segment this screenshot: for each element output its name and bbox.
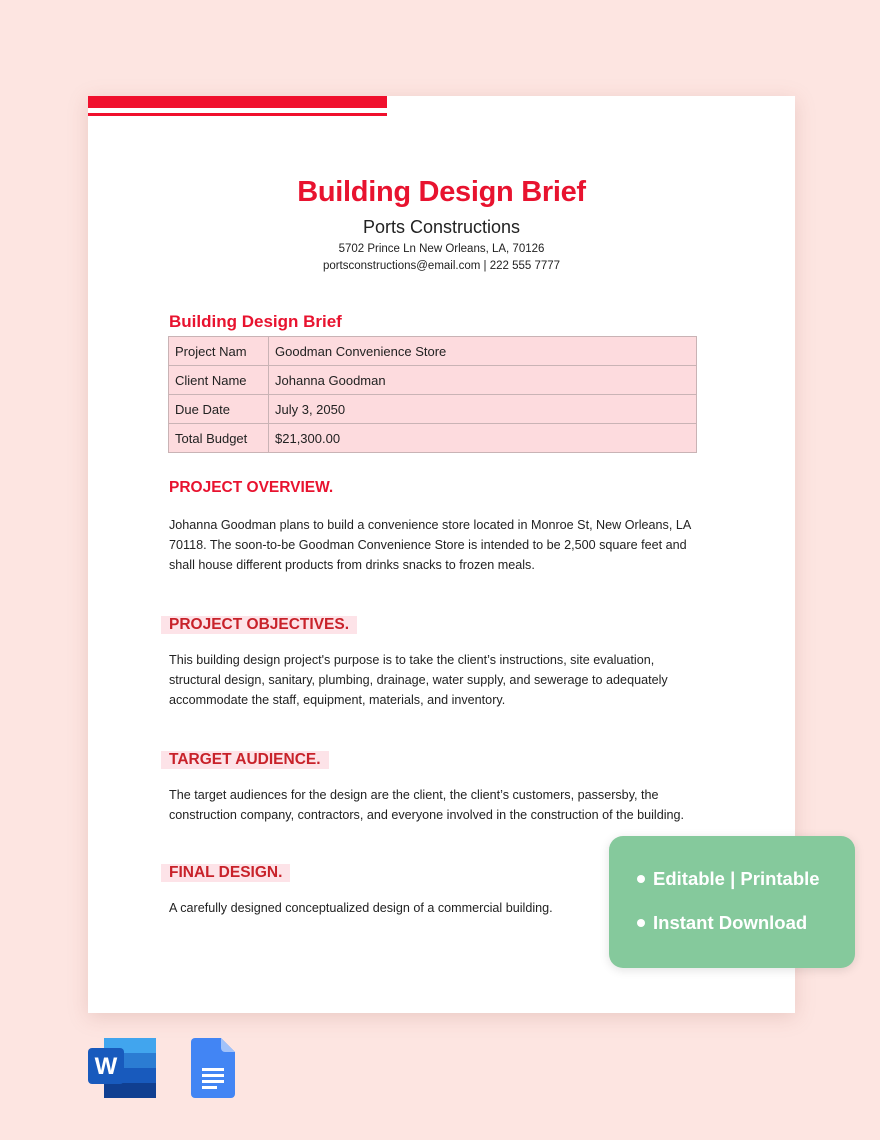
row-value: $21,300.00 [269, 424, 697, 453]
svg-text:W: W [94, 1053, 118, 1080]
audience-body: The target audiences for the design are the client, the client’s customers, passersby, the construction company, contractors, and everyone involved in the construction of the building. [169, 788, 685, 822]
table-row [169, 337, 697, 366]
objectives-body: This building design project's purpose is to take the client’s instructions, site evaluation, structural design, sanitary, plumbing, drainage, water supply, and sewerage to adequately accommodate the staff, equipment, materials, and inventory. [169, 653, 668, 707]
table-row [169, 395, 697, 424]
row-label: Client Name [169, 366, 269, 395]
header-accent-bar [88, 96, 387, 108]
info-table-title: Building Design Brief [169, 312, 342, 331]
objectives-heading: PROJECT OBJECTIVES. [161, 616, 357, 634]
row-label: Total Budget [169, 424, 269, 453]
company-contact: portsconstructions@email.com | 222 555 7777 [322, 260, 561, 272]
row-label: Due Date [169, 395, 269, 424]
row-value: Johanna Goodman [269, 366, 697, 395]
final-design-body: A carefully designed conceptualized design of a commercial building. [169, 901, 553, 915]
google-docs-icon[interactable] [191, 1038, 235, 1103]
bullet-icon [637, 919, 645, 927]
project-info-table [168, 336, 697, 453]
bullet-icon [637, 875, 645, 883]
table-row [169, 366, 697, 395]
features-badge [609, 836, 855, 968]
overview-heading: PROJECT OVERVIEW. [169, 479, 334, 496]
microsoft-word-icon[interactable] [88, 1038, 158, 1103]
row-label: Project Nam [169, 337, 269, 366]
feature-item [637, 868, 820, 890]
feature-label: Editable | Printable [653, 868, 820, 889]
company-address: 5702 Prince Ln New Orleans, LA, 70126 [338, 243, 545, 255]
overview-body: Johanna Goodman plans to build a convenience store located in Monroe St, New Orleans, LA 70118. The soon-to-be Goodman Convenience Store is intended to be 2,500 square feet and shall house different products from drinks snacks to frozen meals. [169, 518, 691, 572]
table-row [169, 424, 697, 453]
company-name: Ports Constructions [362, 217, 521, 237]
feature-label: Instant Download [653, 912, 808, 933]
final-design-heading: FINAL DESIGN. [161, 864, 290, 882]
audience-heading: TARGET AUDIENCE. [161, 751, 329, 769]
document-title: Building Design Brief [297, 176, 586, 208]
row-value: July 3, 2050 [269, 395, 697, 424]
row-value: Goodman Convenience Store [269, 337, 697, 366]
header-accent-line [88, 113, 387, 116]
feature-item [637, 912, 807, 934]
